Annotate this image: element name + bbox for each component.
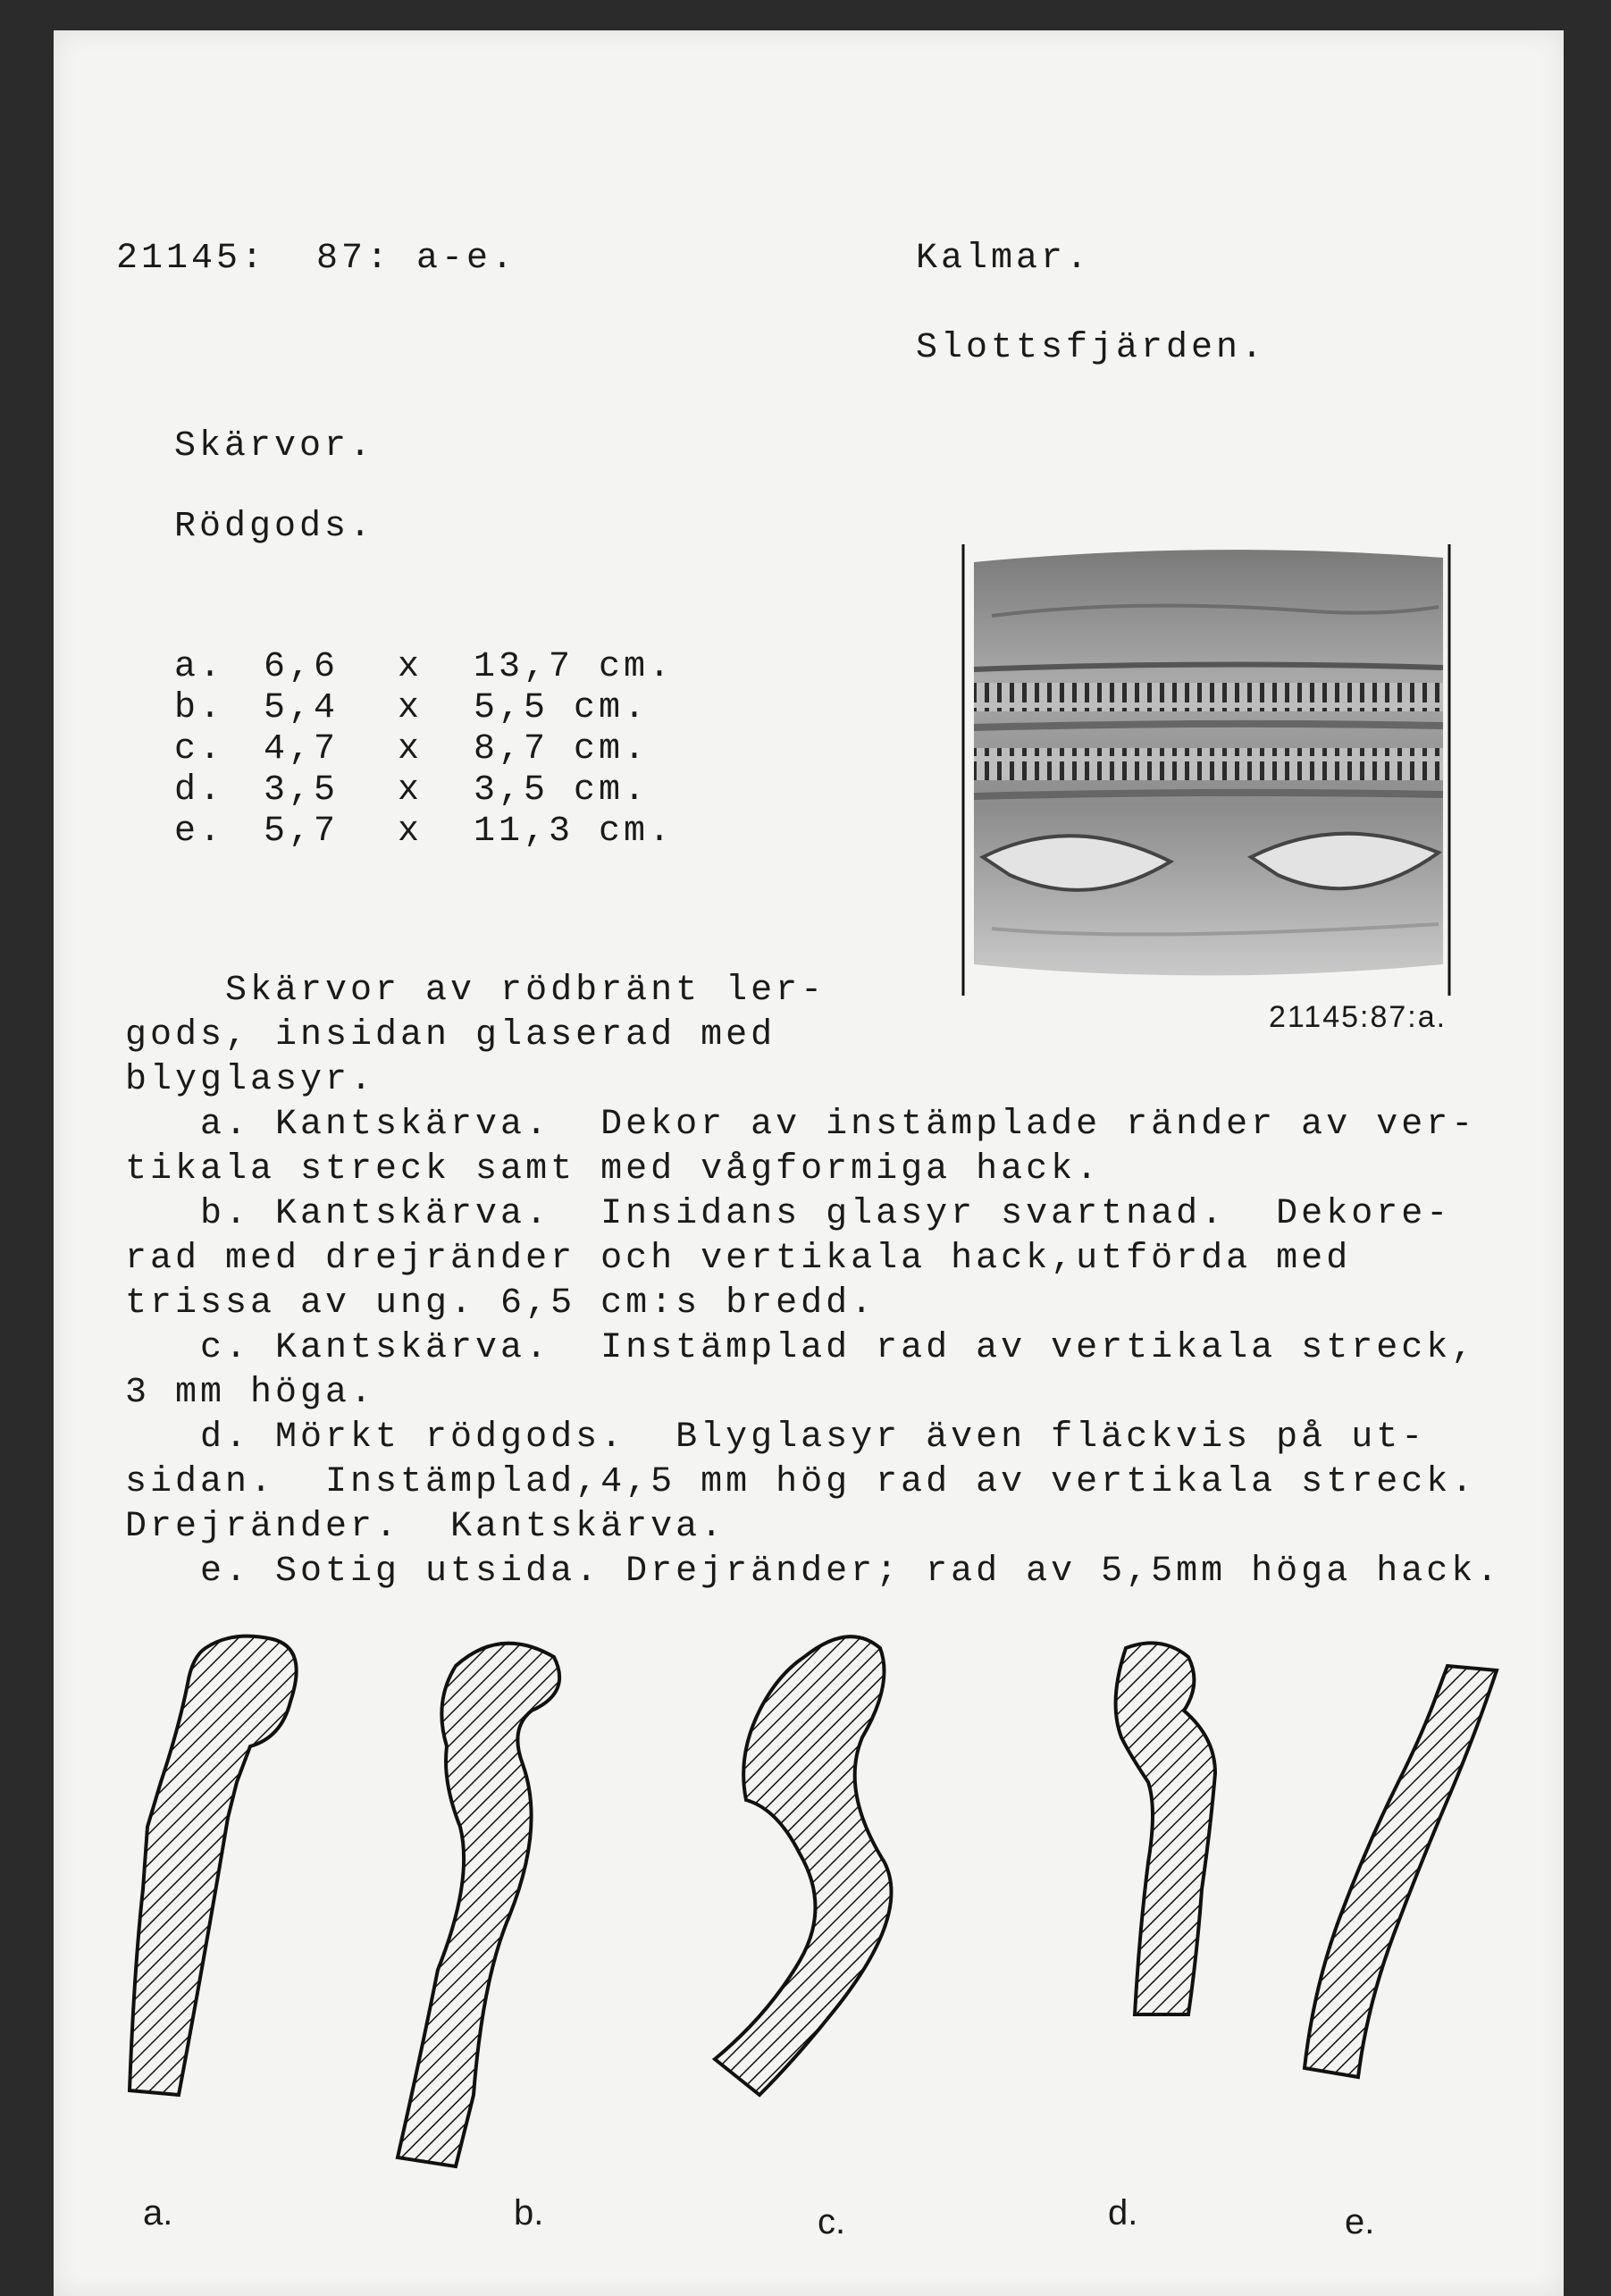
description xyxy=(125,969,1501,1594)
dim-width: 4,7 xyxy=(264,729,340,770)
description-line: gods, insidan glaserad med xyxy=(125,1015,776,1055)
drawing-caption: 21145:87:a. xyxy=(1269,1000,1447,1034)
profile-b xyxy=(398,1644,559,2166)
dim-height: 5,5 cm. xyxy=(474,688,650,728)
profile-label-b: b. xyxy=(514,2193,544,2233)
dim-times: x xyxy=(398,729,424,770)
description-line: c. Kantskärva. Instämplad rad av vertikala streck, xyxy=(125,1328,1477,1368)
description-line: d. Mörkt rödgods. Blyglasyr även fläckvis på ut- xyxy=(125,1417,1427,1458)
profile-c xyxy=(715,1636,892,2095)
profile-label-d: d. xyxy=(1108,2193,1138,2233)
catalog-card xyxy=(54,30,1564,2296)
profile-drawings xyxy=(54,1594,1564,2256)
dim-label: b. xyxy=(174,688,225,728)
description-line: b. Kantskärva. Insidans glasyr svartnad. Dekore- xyxy=(125,1194,1452,1234)
description-line: trissa av ung. 6,5 cm:s bredd. xyxy=(125,1283,877,1324)
sherd-decor-drawing xyxy=(956,544,1456,996)
dimension-row-c xyxy=(174,729,674,770)
dim-label: c. xyxy=(174,729,225,770)
catalog-number: 21145: 87: a-e. xyxy=(116,239,517,279)
description-line: Drejränder. Kantskärva. xyxy=(125,1507,726,1547)
dimension-row-b xyxy=(174,688,674,729)
dim-label: a. xyxy=(174,647,225,687)
dim-times: x xyxy=(398,688,424,728)
dim-times: x xyxy=(398,812,424,852)
dim-times: x xyxy=(398,647,424,687)
dim-height: 13,7 cm. xyxy=(474,647,675,687)
description-line: 3 mm höga. xyxy=(125,1373,376,1413)
profile-e xyxy=(1305,1666,1497,2077)
description-line: rad med drejränder och vertikala hack,utförda med xyxy=(125,1239,1352,1279)
object-type: Skärvor. xyxy=(174,426,375,467)
dim-times: x xyxy=(398,770,424,811)
description-line: a. Kantskärva. Dekor av instämplade ränder av ver- xyxy=(125,1105,1477,1145)
dim-height: 11,3 cm. xyxy=(474,812,675,852)
profile-label-c: c. xyxy=(818,2202,846,2241)
description-line: blyglasyr. xyxy=(125,1060,376,1100)
profile-label-e: e. xyxy=(1345,2202,1375,2241)
dim-width: 5,4 xyxy=(264,688,340,728)
description-line: e. Sotig utsida. Drejränder; rad av 5,5mm höga hack. xyxy=(125,1552,1502,1592)
dim-width: 6,6 xyxy=(264,647,340,687)
description-line: tikala streck samt med vågformiga hack. xyxy=(125,1149,1102,1190)
place-name: Kalmar. xyxy=(916,239,1092,279)
profile-label-a: a. xyxy=(143,2193,173,2233)
dimensions-table xyxy=(174,647,674,853)
dimension-row-d xyxy=(174,770,674,812)
dimension-row-e xyxy=(174,812,674,853)
dim-height: 8,7 cm. xyxy=(474,729,650,770)
profile-a xyxy=(130,1636,297,2095)
dim-height: 3,5 cm. xyxy=(474,770,650,811)
dim-label: d. xyxy=(174,770,225,811)
object-material: Rödgods. xyxy=(174,507,375,547)
dim-width: 5,7 xyxy=(264,812,340,852)
profile-d xyxy=(1116,1643,1215,2014)
description-line: Skärvor av rödbränt ler- xyxy=(125,971,826,1011)
site-name: Slottsfjärden. xyxy=(916,328,1267,368)
description-line: sidan. Instämplad,4,5 mm hög rad av vertikala streck. xyxy=(125,1462,1477,1502)
dim-label: e. xyxy=(174,812,225,852)
dimension-row-a xyxy=(174,647,674,688)
dim-width: 3,5 xyxy=(264,770,340,811)
